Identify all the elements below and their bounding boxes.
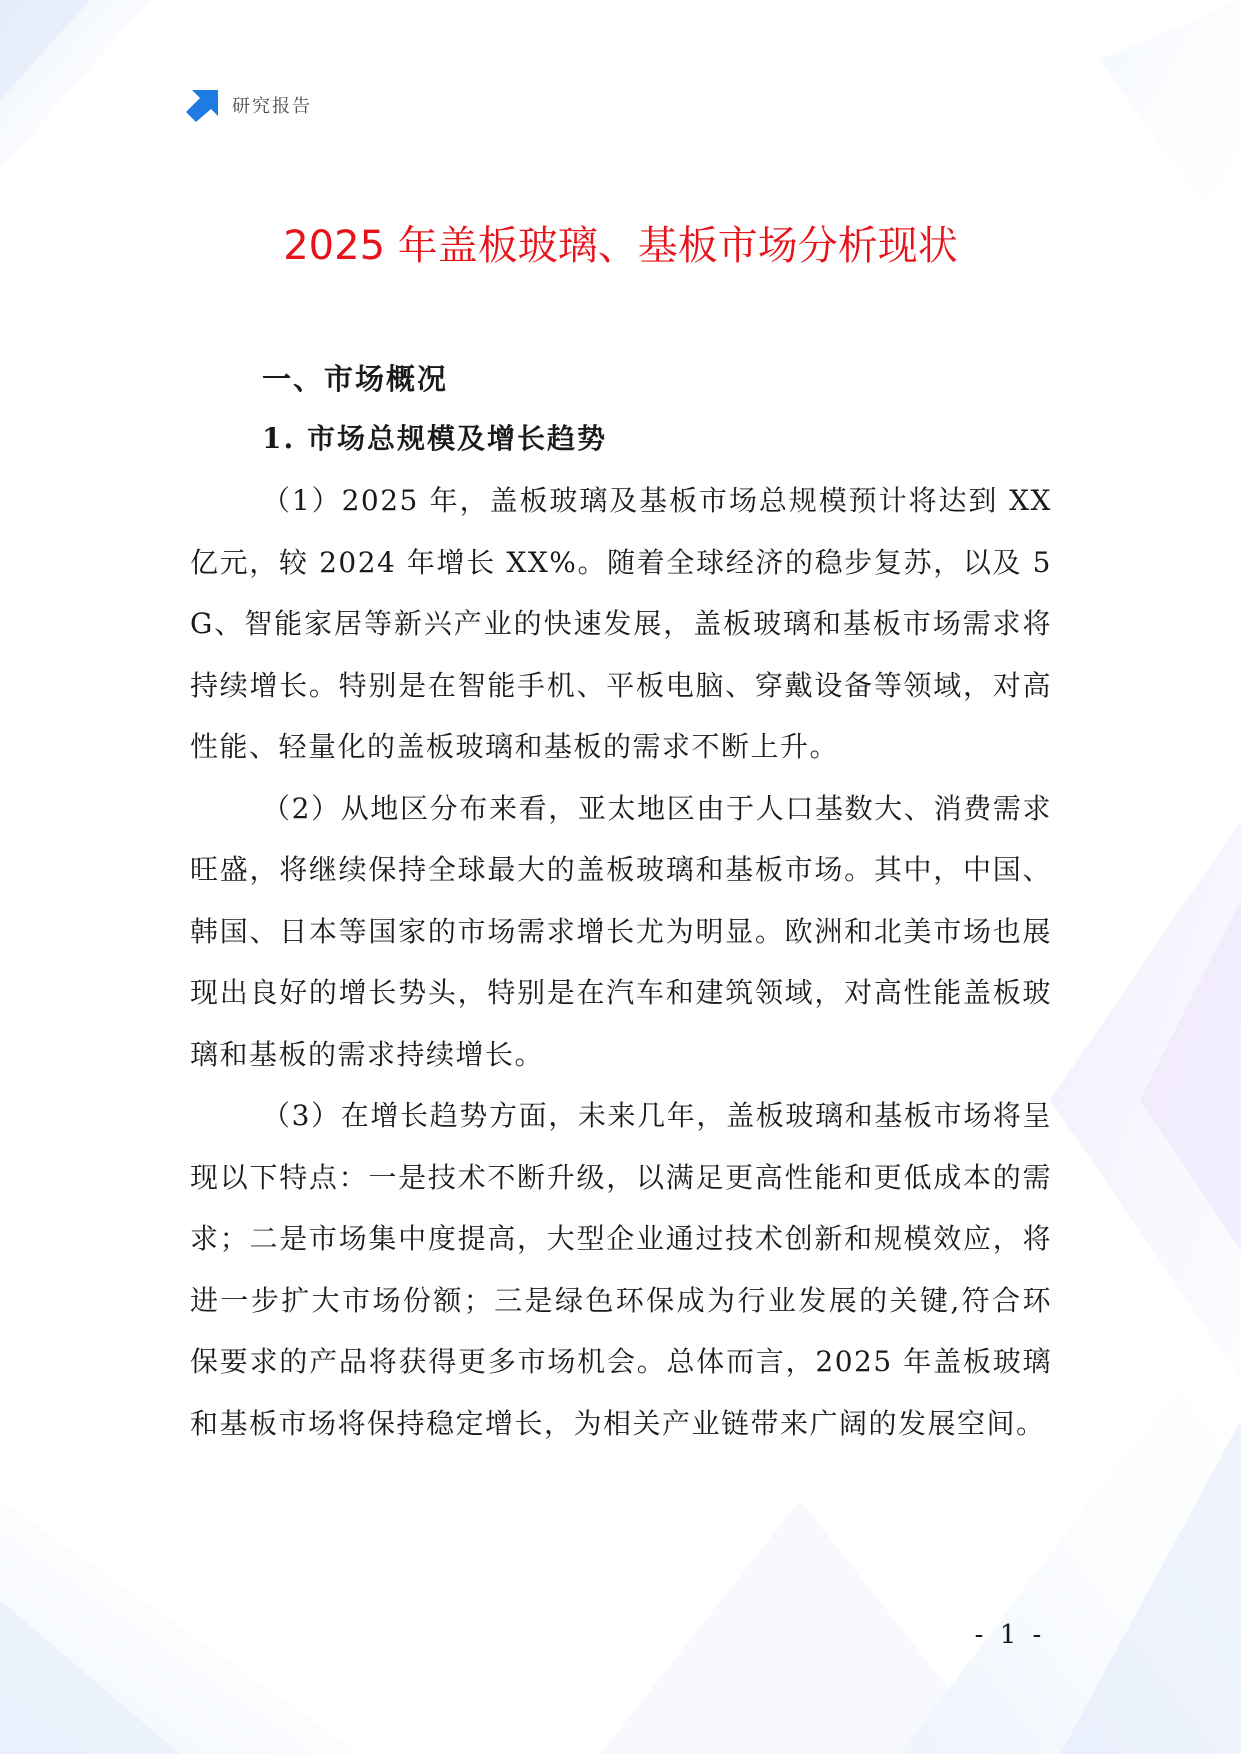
paragraph-1: （1）2025 年，盖板玻璃及基板市场总规模预计将达到 XX 亿元，较 2024 年增长 XX%。随着全球经济的稳步复苏，以及 5G、智能家居等新兴产业的快速发展，盖板玻璃和基板市场需求将持续增长。特别是在智能手机、平板电脑、穿戴设备等领域，对高性能、轻量化的盖板玻璃和基板的需求不断上升。	[190, 484, 1052, 763]
document-body	[190, 350, 1052, 1454]
report-header	[186, 88, 312, 122]
arrow-up-right-icon	[186, 88, 220, 122]
header-label: 研究报告	[232, 96, 312, 117]
paragraph-2: （2）从地区分布来看，亚太地区由于人口基数大、消费需求旺盛，将继续保持全球最大的盖板玻璃和基板市场。其中，中国、韩国、日本等国家的市场需求增长尤为明显。欧洲和北美市场也展现出良好的增长势头，特别是在汽车和建筑领域，对高性能盖板玻璃和基板的需求持续增长。	[190, 791, 1052, 1071]
page-number: - 1 -	[974, 1620, 1046, 1650]
paragraph-3: （3）在增长趋势方面，未来几年，盖板玻璃和基板市场将呈现以下特点：一是技术不断升级，以满足更高性能和更低成本的需求；二是市场集中度提高，大型企业通过技术创新和规模效应，将进一步扩大市场份额；三是绿色环保成为行业发展的关键,符合环保要求的产品将获得更多市场机会。总体而言，2025 年盖板玻璃和基板市场将保持稳定增长，为相关产业链带来广阔的发展空间。	[190, 1099, 1052, 1440]
document-title: 2025 年盖板玻璃、基板市场分析现状	[283, 223, 958, 269]
section-heading: 一、市场概况	[262, 362, 449, 396]
subsection-heading: 1. 市场总规模及增长趋势	[262, 422, 607, 455]
